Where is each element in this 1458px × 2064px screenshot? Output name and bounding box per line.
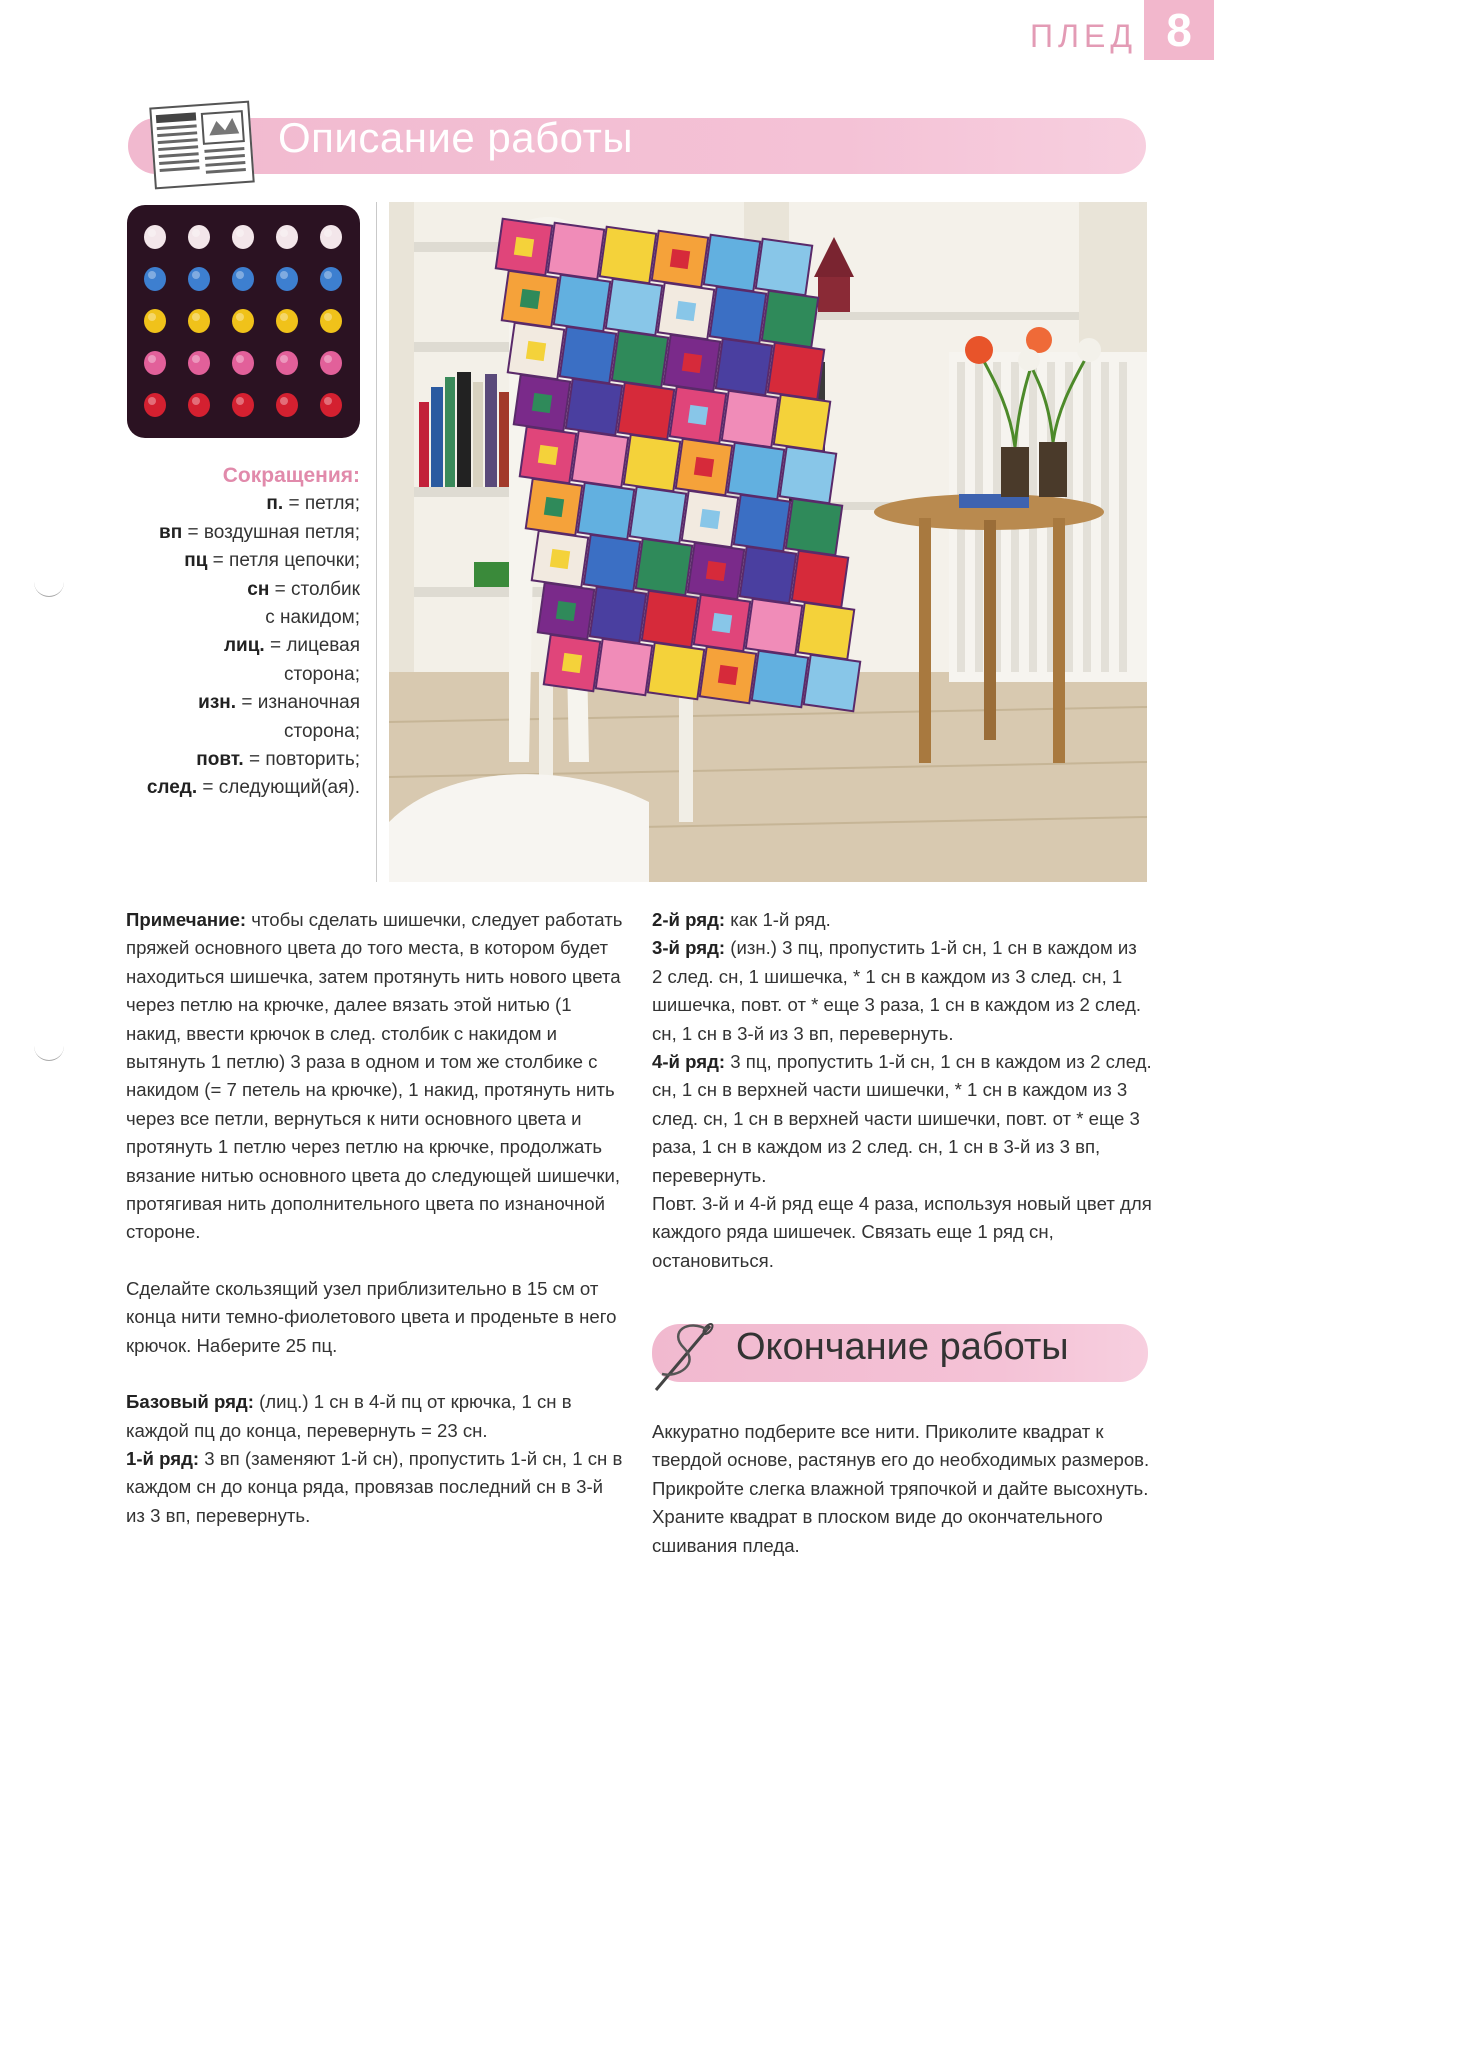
base-row-label: Базовый ряд: xyxy=(126,1391,254,1413)
blanket-photo xyxy=(389,202,1147,882)
abbreviation-item: сн = столбик xyxy=(247,578,360,600)
instructions-left-column xyxy=(126,906,626,1530)
bobble xyxy=(188,267,210,291)
abbreviation-item: лиц. = лицевая xyxy=(223,635,360,657)
finishing-title: Окончание работы xyxy=(736,1326,1069,1368)
row1-paragraph xyxy=(126,1445,626,1530)
bobble xyxy=(188,309,210,333)
binder-hole-mark xyxy=(34,582,64,597)
page-number: 8 xyxy=(1144,0,1214,60)
bobble xyxy=(320,351,342,375)
bobble xyxy=(144,351,166,375)
abbreviation-item: изн. = изнаночная xyxy=(198,692,360,714)
divider-line xyxy=(376,202,377,882)
row2-text: как 1-й ряд. xyxy=(730,909,831,930)
row3-label: 3-й ряд: xyxy=(652,937,726,959)
bobble xyxy=(232,393,254,417)
start-paragraph: Сделайте скользящий узел приблизительно в 15 см от конца нити темно-фиолетового цвета и проденьте в него крючок. Наберите 25 пц. xyxy=(126,1277,617,1356)
document-icon xyxy=(149,101,254,190)
base-row-text: (лиц.) 1 сн в 4-й пц от крючка, 1 сн в каждой пц до конца, перевернуть = 23 сн. xyxy=(126,1391,572,1441)
bobble xyxy=(144,309,166,333)
abbreviation-item: п. = петля; xyxy=(266,493,360,515)
needle-thread-icon xyxy=(648,1318,728,1396)
row3-text: (изн.) 3 пц, пропустить 1-й сн, 1 сн в каждом из 2 след. сн, 1 шишечка, * 1 сн в каждом из 3 след. сн, 1 шишечка, повт. от * еще 3 раза, 1 сн в каждом из 2 след. сн, 1 сн в 3-й из 3 вп, перевернуть. xyxy=(652,937,1142,1044)
row1-label: 1-й ряд: xyxy=(126,1447,200,1469)
instructions-right-column xyxy=(652,906,1152,1275)
bobble xyxy=(144,225,166,249)
row2-label: 2-й ряд: xyxy=(652,909,726,930)
bobble xyxy=(276,393,298,417)
bobble xyxy=(320,393,342,417)
bobble xyxy=(320,225,342,249)
note-text: чтобы сделать шишечки, следует работать пряжей основного цвета до того места, в котором будет находиться шишечка, затем протянуть нить нового цвета через петлю на крючке, далее вязать этой нитью (1 накид, ввести крючок в след. столбик с накидом и вытянуть 1 петлю) 3 раза в одном и том же столбике с накидом (= 7 петель на крючке), 1 накид, протянуть нить через все петли, вернуться к нити основного цвета и протянуть 1 петлю через петлю на крючке, продолжать вязание нитью основного цвета до следующей шишечки, протягивая нить дополнительного цвета по изнаночной стороне. xyxy=(126,909,623,1243)
bobble xyxy=(276,309,298,333)
abbreviation-item: вп = воздушная петля; xyxy=(159,521,360,543)
row4-text: 3 пц, пропустить 1-й сн, 1 сн в каждом из 2 след. сн, 1 сн в верхней части шишечки, * 1 сн в каждом из 3 след. сн, 1 сн в верхней части шишечки, повт. от * еще 3 раза, 1 сн в каждом из 2 след. сн, 1 сн в 3-й из 3 вп, перевернуть. xyxy=(652,1051,1152,1186)
binder-hole-mark xyxy=(34,1046,64,1061)
note-paragraph xyxy=(126,906,626,1247)
row1-text: 3 вп (заменяют 1-й сн), пропустить 1-й сн, 1 сн в каждом сн до конца ряда, провязав последний сн в 3-й из 3 вп, перевернуть. xyxy=(126,1447,623,1526)
bobble xyxy=(232,225,254,249)
abbreviation-item-continued: с накидом; xyxy=(265,607,360,629)
abbreviations-block xyxy=(110,462,360,803)
bobble-swatch-image xyxy=(127,205,360,438)
row2-paragraph xyxy=(652,906,1152,934)
bobble xyxy=(276,351,298,375)
bobble xyxy=(188,225,210,249)
row4-label: 4-й ряд: xyxy=(652,1051,726,1073)
bobble xyxy=(232,267,254,291)
abbreviation-item: повт. = повторить; xyxy=(196,749,360,771)
bobble xyxy=(276,267,298,291)
row4-paragraph xyxy=(652,1048,1152,1190)
abbreviation-item-continued: сторона; xyxy=(283,720,360,742)
bobble xyxy=(188,351,210,375)
repeat-paragraph: Повт. 3-й и 4-й ряд еще 4 раза, используя новый цвет для каждого ряда шишечек. Связать еще 1 ряд сн, остановиться. xyxy=(652,1193,1152,1271)
abbreviation-item-continued: сторона; xyxy=(283,663,360,685)
bobble xyxy=(144,393,166,417)
bobble xyxy=(232,351,254,375)
bobble xyxy=(320,309,342,333)
section-label: ПЛЕД xyxy=(1030,18,1138,54)
row3-paragraph xyxy=(652,934,1152,1048)
abbreviation-item: след. = следующий(ая). xyxy=(146,777,360,799)
bobble xyxy=(320,267,342,291)
bobble xyxy=(276,225,298,249)
note-label: Примечание: xyxy=(126,909,247,930)
bobble xyxy=(188,393,210,417)
abbreviations-title: Сокращения: xyxy=(222,464,360,487)
abbreviation-item: пц = петля цепочки; xyxy=(184,550,360,572)
bobble xyxy=(144,267,166,291)
bobble xyxy=(232,309,254,333)
finishing-text: Аккуратно подберите все нити. Приколите квадрат к твердой основе, растянув его до необходимых размеров. Прикройте слегка влажной тряпочкой и дайте высохнуть. Храните квадрат в плоском виде до окончательного сшивания пледа. xyxy=(652,1421,1150,1556)
base-row-paragraph xyxy=(126,1388,626,1445)
work-description-title: Описание работы xyxy=(278,114,634,161)
